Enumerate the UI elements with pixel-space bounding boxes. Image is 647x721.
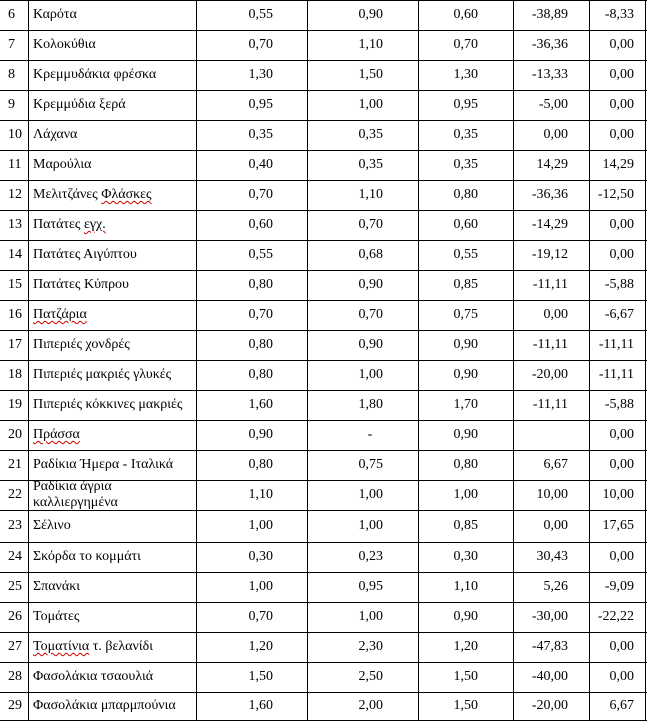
- value-c1: 1,10: [248, 487, 273, 502]
- value-c1: 0,40: [248, 157, 273, 172]
- value-c2: -: [367, 427, 373, 442]
- value-c4: -36,36: [531, 37, 568, 52]
- value-c1: 1,00: [248, 579, 273, 594]
- row-divider: [0, 390, 647, 391]
- product-name: Πατάτες εγχ.: [33, 217, 106, 232]
- value-c4: 0,00: [543, 518, 568, 533]
- value-c1: 0,35: [248, 127, 273, 142]
- value-c4: 10,00: [536, 487, 568, 502]
- value-c3: 1,30: [453, 67, 478, 82]
- value-c2: 2,00: [358, 698, 383, 713]
- product-name: Τοματίνια τ. βελανίδι: [33, 639, 153, 654]
- value-c1: 0,70: [248, 609, 273, 624]
- value-c5: -11,11: [598, 337, 634, 352]
- row-number: 23: [8, 518, 22, 533]
- value-c2: 0,90: [358, 337, 383, 352]
- value-c4: -47,83: [531, 639, 568, 654]
- value-c5: 10,00: [602, 487, 634, 502]
- value-c3: 0,90: [453, 367, 478, 382]
- product-name: Φασολάκια τσαουλιά: [33, 669, 154, 684]
- row-divider: [0, 602, 647, 603]
- value-c5: 14,29: [602, 157, 634, 172]
- row-number: 18: [8, 367, 22, 382]
- value-c1: 0,95: [248, 97, 273, 112]
- value-c1: 0,80: [248, 277, 273, 292]
- value-c4: -13,33: [531, 67, 568, 82]
- value-c2: 0,90: [358, 277, 383, 292]
- value-c1: 0,80: [248, 337, 273, 352]
- value-c1: 0,70: [248, 37, 273, 52]
- value-c4: 6,67: [543, 457, 568, 472]
- row-divider: [0, 360, 647, 361]
- product-name: Ραδίκια Ήμερα - Ιταλικά: [33, 457, 174, 472]
- product-name: Σπανάκι: [33, 579, 81, 594]
- row-divider: [0, 572, 647, 573]
- row-number: 8: [8, 67, 15, 82]
- product-name: Μελιτζάνες Φλάσκες: [33, 187, 152, 202]
- row-number: 9: [8, 97, 15, 112]
- value-c3: 0,80: [453, 457, 478, 472]
- value-c4: -30,00: [531, 609, 568, 624]
- value-c3: 1,20: [453, 639, 478, 654]
- value-c4: -14,29: [531, 217, 568, 232]
- value-c4: -11,11: [532, 397, 568, 412]
- value-c2: 0,70: [358, 217, 383, 232]
- value-c1: 0,30: [248, 549, 273, 564]
- value-c3: 0,55: [453, 247, 478, 262]
- value-c1: 0,55: [248, 7, 273, 22]
- value-c1: 1,60: [248, 397, 273, 412]
- row-number: 7: [8, 37, 15, 52]
- value-c5: 0,00: [609, 639, 634, 654]
- product-name: Μαρούλια: [33, 157, 92, 172]
- row-number: 21: [8, 457, 22, 472]
- value-c2: 1,80: [358, 397, 383, 412]
- row-divider: [0, 330, 647, 331]
- value-c3: 0,70: [453, 37, 478, 52]
- value-c2: 0,95: [358, 579, 383, 594]
- value-c3: 1,50: [453, 669, 478, 684]
- value-c5: 0,00: [609, 127, 634, 142]
- value-c1: 0,55: [248, 247, 273, 262]
- row-divider: [0, 300, 647, 301]
- value-c1: 0,60: [248, 217, 273, 232]
- row-number: 19: [8, 397, 22, 412]
- row-divider: [0, 210, 647, 211]
- value-c1: 1,60: [248, 698, 273, 713]
- row-divider: [0, 662, 647, 663]
- value-c2: 1,00: [358, 609, 383, 624]
- product-name: Κρεμμύδια ξερά: [33, 97, 126, 112]
- product-name: Πατάτες Αιγύπτου: [33, 247, 137, 262]
- value-c4: -11,11: [532, 277, 568, 292]
- value-c4: -36,36: [531, 187, 568, 202]
- product-name: Ραδίκια άγρια καλλιεργημένα: [33, 479, 118, 510]
- product-name: Πιπεριές μακριές γλυκές: [33, 367, 172, 382]
- value-c5: -9,09: [604, 579, 634, 594]
- product-name: Καρότα: [33, 7, 77, 22]
- row-divider: [0, 542, 647, 543]
- row-divider: [0, 60, 647, 61]
- value-c5: 0,00: [609, 37, 634, 52]
- value-c3: 1,00: [453, 487, 478, 502]
- value-c1: 0,90: [248, 427, 273, 442]
- product-name: Σκόρδα το κομμάτι: [33, 549, 141, 564]
- row-number: 20: [8, 427, 22, 442]
- value-c4: 5,26: [543, 579, 568, 594]
- value-c3: 0,95: [453, 97, 478, 112]
- value-c2: 0,70: [358, 307, 383, 322]
- value-c3: 0,85: [453, 277, 478, 292]
- product-name: Σέλινο: [33, 518, 71, 533]
- row-number: 17: [8, 337, 22, 352]
- row-divider: [0, 180, 647, 181]
- value-c1: 1,00: [248, 518, 273, 533]
- value-c3: 1,70: [453, 397, 478, 412]
- value-c2: 0,75: [358, 457, 383, 472]
- row-number: 25: [8, 579, 22, 594]
- value-c1: 1,30: [248, 67, 273, 82]
- product-name: Πιπεριές κόκκινες μακριές: [33, 397, 183, 412]
- value-c2: 2,50: [358, 669, 383, 684]
- value-c2: 2,30: [358, 639, 383, 654]
- value-c2: 0,68: [358, 247, 383, 262]
- value-c3: 0,75: [453, 307, 478, 322]
- value-c1: 0,70: [248, 307, 273, 322]
- row-number: 6: [8, 7, 15, 22]
- product-name: Πατάτες Κύπρου: [33, 277, 129, 292]
- value-c4: 30,43: [536, 549, 568, 564]
- value-c5: 0,00: [609, 67, 634, 82]
- value-c3: 0,35: [453, 157, 478, 172]
- value-c3: 1,10: [453, 579, 478, 594]
- value-c2: 0,23: [358, 549, 383, 564]
- row-number: 24: [8, 549, 22, 564]
- value-c2: 1,50: [358, 67, 383, 82]
- product-name: Πατζάρια: [33, 307, 87, 322]
- value-c3: 0,85: [453, 518, 478, 533]
- row-number: 28: [8, 669, 22, 684]
- value-c3: 0,90: [453, 609, 478, 624]
- product-name: Φασολάκια μπαρμπούνια: [33, 698, 176, 713]
- value-c3: 1,50: [453, 698, 478, 713]
- value-c2: 0,35: [358, 127, 383, 142]
- value-c5: 0,00: [609, 549, 634, 564]
- value-c5: -5,88: [604, 397, 634, 412]
- value-c2: 0,35: [358, 157, 383, 172]
- row-number: 16: [8, 307, 22, 322]
- row-number: 27: [8, 639, 22, 654]
- value-c3: 0,35: [453, 127, 478, 142]
- value-c4: 0,00: [543, 127, 568, 142]
- value-c5: 0,00: [609, 217, 634, 232]
- value-c4: -38,89: [531, 7, 568, 22]
- value-c5: 0,00: [609, 247, 634, 262]
- value-c3: 0,30: [453, 549, 478, 564]
- value-c2: 0,90: [358, 7, 383, 22]
- row-divider: [0, 0, 647, 1]
- value-c3: 0,60: [453, 217, 478, 232]
- row-number: 22: [8, 487, 22, 502]
- value-c4: 0,00: [543, 307, 568, 322]
- product-name: Κρεμμυδάκια φρέσκα: [33, 67, 157, 82]
- row-number: 10: [8, 127, 22, 142]
- row-number: 13: [8, 217, 22, 232]
- value-c2: 1,00: [358, 487, 383, 502]
- row-divider: [0, 120, 647, 121]
- row-number: 14: [8, 247, 22, 262]
- value-c4: -40,00: [531, 669, 568, 684]
- row-divider: [0, 692, 647, 693]
- value-c5: -12,50: [597, 187, 634, 202]
- value-c2: 1,10: [358, 37, 383, 52]
- value-c3: 0,60: [453, 7, 478, 22]
- value-c3: 0,80: [453, 187, 478, 202]
- row-divider: [0, 632, 647, 633]
- value-c4: -11,11: [532, 337, 568, 352]
- value-c5: -6,67: [604, 307, 634, 322]
- product-name: Πιπεριές χονδρές: [33, 337, 130, 352]
- value-c2: 1,00: [358, 518, 383, 533]
- value-c1: 0,80: [248, 457, 273, 472]
- value-c5: 0,00: [609, 669, 634, 684]
- row-number: 26: [8, 609, 22, 624]
- row-divider: [0, 240, 647, 241]
- value-c5: -5,88: [604, 277, 634, 292]
- value-c5: -22,22: [597, 609, 634, 624]
- row-divider: [0, 450, 647, 451]
- value-c4: -5,00: [538, 97, 568, 112]
- value-c1: 1,50: [248, 669, 273, 684]
- value-c5: 0,00: [609, 457, 634, 472]
- row-divider: [0, 420, 647, 421]
- value-c1: 1,20: [248, 639, 273, 654]
- row-number: 12: [8, 187, 22, 202]
- value-c1: 0,80: [248, 367, 273, 382]
- row-divider: [0, 90, 647, 91]
- product-name: Τομάτες: [33, 609, 80, 624]
- row-divider: [0, 150, 647, 151]
- product-name: Λάχανα: [33, 127, 78, 142]
- value-c5: -8,33: [604, 7, 634, 22]
- value-c1: 0,70: [248, 187, 273, 202]
- row-divider: [0, 30, 647, 31]
- value-c5: 0,00: [609, 97, 634, 112]
- value-c2: 1,10: [358, 187, 383, 202]
- value-c5: 17,65: [602, 518, 634, 533]
- product-name: Πράσσα: [33, 427, 80, 442]
- product-name: Κολοκύθια: [33, 37, 96, 52]
- value-c4: 14,29: [536, 157, 568, 172]
- value-c2: 1,00: [358, 367, 383, 382]
- row-divider: [0, 270, 647, 271]
- value-c5: 6,67: [609, 698, 634, 713]
- value-c4: -19,12: [531, 247, 568, 262]
- value-c5: -11,11: [598, 367, 634, 382]
- row-number: 15: [8, 277, 22, 292]
- value-c4: -20,00: [531, 698, 568, 713]
- row-number: 29: [8, 698, 22, 713]
- value-c5: 0,00: [609, 427, 634, 442]
- value-c2: 1,00: [358, 97, 383, 112]
- value-c3: 0,90: [453, 427, 478, 442]
- value-c3: 0,90: [453, 337, 478, 352]
- value-c4: -20,00: [531, 367, 568, 382]
- row-number: 11: [8, 157, 22, 172]
